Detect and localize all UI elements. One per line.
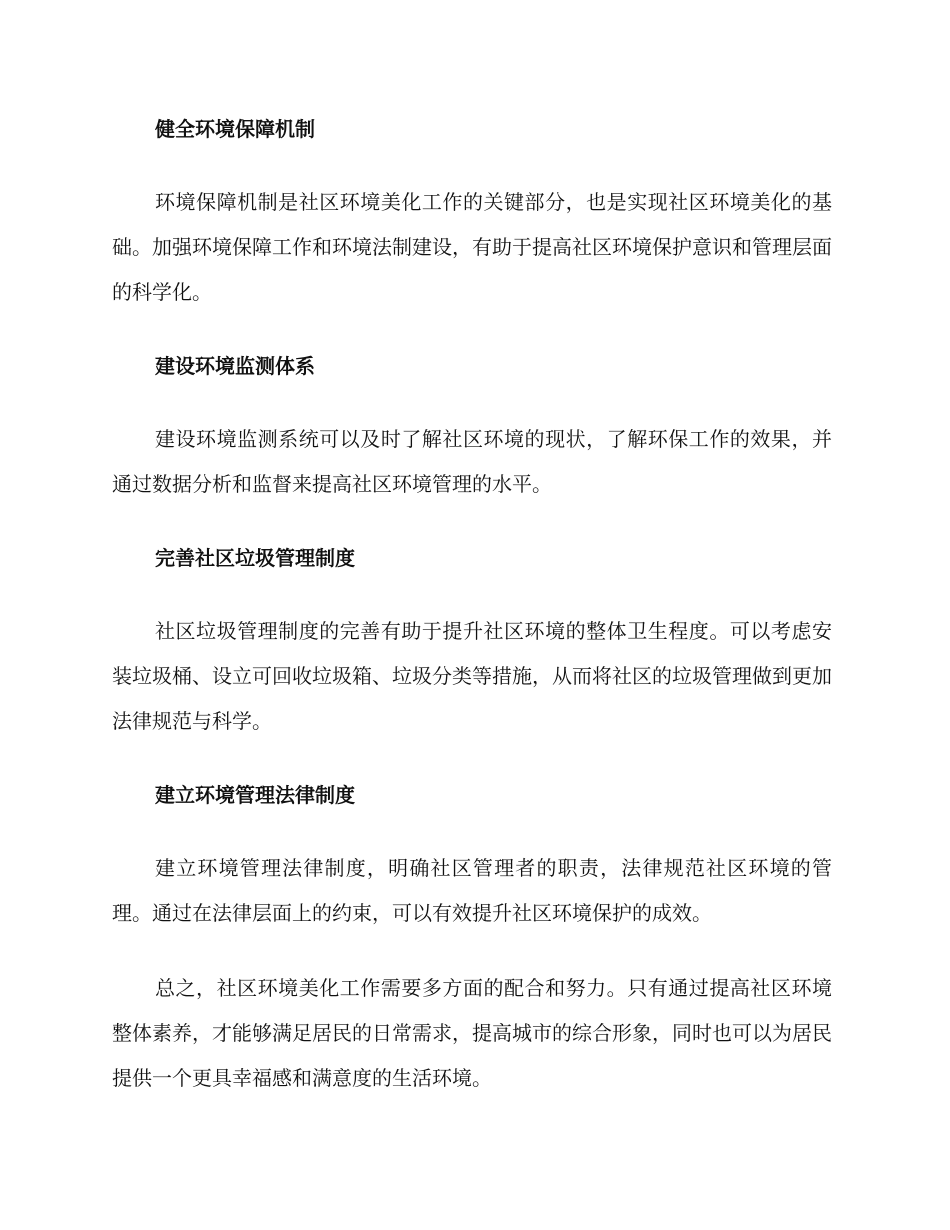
section-paragraph-garbage-management: 社区垃圾管理制度的完善有助于提升社区环境的整体卫生程度。可以考虑安装垃圾桶、设立可回收垃圾箱、垃圾分类等措施，从而将社区的垃圾管理做到更加法律规范与科学。 bbox=[112, 619, 832, 733]
section-paragraph-guarantee-mechanism: 环境保障机制是社区环境美化工作的关键部分，也是实现社区环境美化的基础。加强环境保障工作和环境法制建设，有助于提高社区环境保护意识和管理层面的科学化。 bbox=[112, 190, 832, 304]
section-heading-legal-system: 建立环境管理法律制度 bbox=[155, 783, 355, 807]
section-heading-garbage-management: 完善社区垃圾管理制度 bbox=[155, 546, 355, 570]
section-paragraph-legal-system: 建立环境管理法律制度，明确社区管理者的职责，法律规范社区环境的管理。通过在法律层面上的约束，可以有效提升社区环境保护的成效。 bbox=[112, 856, 832, 925]
section-paragraph-monitoring-system: 建设环境监测系统可以及时了解社区环境的现状，了解环保工作的效果，并通过数据分析和监督来提高社区环境管理的水平。 bbox=[112, 427, 832, 496]
section-heading-guarantee-mechanism: 健全环境保障机制 bbox=[155, 117, 315, 141]
conclusion-paragraph: 总之，社区环境美化工作需要多方面的配合和努力。只有通过提高社区环境整体素养，才能够满足居民的日常需求，提高城市的综合形象，同时也可以为居民提供一个更具幸福感和满意度的生活环境。 bbox=[112, 976, 832, 1090]
section-heading-monitoring-system: 建设环境监测体系 bbox=[155, 354, 315, 378]
document-content bbox=[112, 108, 832, 1131]
